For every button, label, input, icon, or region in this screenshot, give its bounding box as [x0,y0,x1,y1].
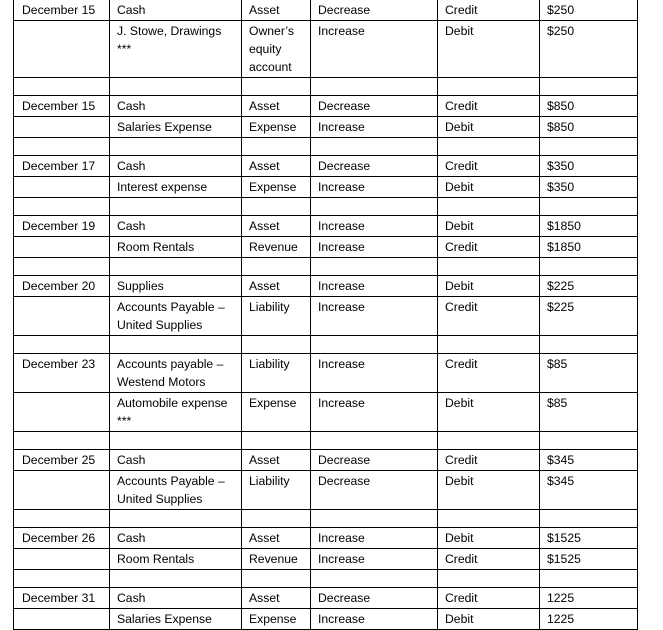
amount-cell: $350 [540,156,638,177]
empty-cell [438,336,540,354]
date-cell [14,297,110,336]
journal-table [13,0,638,630]
date-cell: December 23 [14,354,110,393]
category-cell: Asset [242,588,311,609]
spacer-row [14,138,638,156]
debit-credit-cell: Debit [438,276,540,297]
category-cell: Asset [242,0,311,21]
date-cell [14,471,110,510]
category-cell: Asset [242,528,311,549]
empty-cell [242,432,311,450]
empty-cell [540,258,638,276]
account-cell: Room Rentals [110,549,242,570]
table-row [14,393,638,432]
table-row [14,0,638,21]
effect-cell: Increase [311,297,438,336]
account-cell: Accounts payable – Westend Motors [110,354,242,393]
category-cell: Asset [242,96,311,117]
empty-cell [540,432,638,450]
category-cell: Owner’s equity account [242,21,311,78]
empty-cell [242,138,311,156]
amount-cell: 1225 [540,609,638,630]
table-row [14,471,638,510]
effect-cell: Increase [311,21,438,78]
spacer-row [14,570,638,588]
date-cell [14,117,110,138]
spacer-row [14,78,638,96]
empty-cell [14,78,110,96]
effect-cell: Increase [311,393,438,432]
account-cell: Salaries Expense [110,117,242,138]
empty-cell [438,138,540,156]
empty-cell [242,258,311,276]
date-cell: December 17 [14,156,110,177]
debit-credit-cell: Credit [438,450,540,471]
effect-cell: Increase [311,237,438,258]
empty-cell [438,570,540,588]
table-row [14,549,638,570]
account-cell: J. Stowe, Drawings *** [110,21,242,78]
account-cell: Cash [110,156,242,177]
table-row [14,96,638,117]
account-cell: Salaries Expense [110,609,242,630]
debit-credit-cell: Credit [438,297,540,336]
category-cell: Liability [242,354,311,393]
empty-cell [311,570,438,588]
category-cell: Revenue [242,237,311,258]
empty-cell [110,258,242,276]
table-row [14,21,638,78]
empty-cell [14,198,110,216]
account-cell: Accounts Payable – United Supplies [110,471,242,510]
effect-cell: Decrease [311,471,438,510]
empty-cell [242,570,311,588]
table-row [14,156,638,177]
category-cell: Expense [242,609,311,630]
effect-cell: Increase [311,177,438,198]
account-cell: Cash [110,528,242,549]
spacer-row [14,198,638,216]
empty-cell [311,510,438,528]
date-cell: December 20 [14,276,110,297]
account-cell: Accounts Payable – United Supplies [110,297,242,336]
empty-cell [242,510,311,528]
empty-cell [311,258,438,276]
empty-cell [540,198,638,216]
empty-cell [438,432,540,450]
amount-cell: $1850 [540,216,638,237]
empty-cell [110,198,242,216]
empty-cell [110,432,242,450]
empty-cell [110,336,242,354]
spacer-row [14,258,638,276]
debit-credit-cell: Credit [438,0,540,21]
date-cell: December 15 [14,96,110,117]
account-cell: Automobile expense *** [110,393,242,432]
table-row [14,528,638,549]
effect-cell: Increase [311,609,438,630]
amount-cell: $350 [540,177,638,198]
effect-cell: Decrease [311,588,438,609]
effect-cell: Decrease [311,96,438,117]
empty-cell [242,78,311,96]
date-cell: December 19 [14,216,110,237]
date-cell [14,609,110,630]
amount-cell: $225 [540,276,638,297]
date-cell [14,177,110,198]
category-cell: Asset [242,450,311,471]
empty-cell [311,138,438,156]
amount-cell: 1225 [540,588,638,609]
empty-cell [311,432,438,450]
effect-cell: Increase [311,117,438,138]
debit-credit-cell: Debit [438,609,540,630]
debit-credit-cell: Credit [438,237,540,258]
empty-cell [14,258,110,276]
account-cell: Interest expense [110,177,242,198]
table-row [14,276,638,297]
effect-cell: Decrease [311,0,438,21]
table-row [14,450,638,471]
empty-cell [540,570,638,588]
date-cell [14,21,110,78]
category-cell: Asset [242,276,311,297]
amount-cell: $85 [540,393,638,432]
date-cell [14,237,110,258]
debit-credit-cell: Debit [438,216,540,237]
debit-credit-cell: Debit [438,21,540,78]
empty-cell [14,336,110,354]
debit-credit-cell: Debit [438,528,540,549]
spacer-row [14,510,638,528]
empty-cell [14,138,110,156]
category-cell: Liability [242,297,311,336]
date-cell: December 25 [14,450,110,471]
amount-cell: $1525 [540,549,638,570]
empty-cell [110,138,242,156]
category-cell: Asset [242,216,311,237]
effect-cell: Decrease [311,450,438,471]
account-cell: Cash [110,216,242,237]
amount-cell: $250 [540,0,638,21]
table-row [14,177,638,198]
amount-cell: $1525 [540,528,638,549]
date-cell [14,393,110,432]
debit-credit-cell: Debit [438,471,540,510]
empty-cell [438,198,540,216]
debit-credit-cell: Debit [438,393,540,432]
table-row [14,237,638,258]
effect-cell: Decrease [311,156,438,177]
amount-cell: $850 [540,117,638,138]
effect-cell: Increase [311,276,438,297]
account-cell: Cash [110,96,242,117]
table-row [14,297,638,336]
effect-cell: Increase [311,549,438,570]
account-cell: Cash [110,450,242,471]
empty-cell [438,78,540,96]
empty-cell [540,510,638,528]
amount-cell: $345 [540,450,638,471]
date-cell [14,549,110,570]
empty-cell [110,78,242,96]
empty-cell [242,336,311,354]
category-cell: Expense [242,393,311,432]
effect-cell: Increase [311,354,438,393]
table-row [14,216,638,237]
table-row [14,609,638,630]
empty-cell [438,510,540,528]
empty-cell [311,198,438,216]
account-cell: Cash [110,588,242,609]
empty-cell [14,432,110,450]
amount-cell: $850 [540,96,638,117]
empty-cell [540,78,638,96]
empty-cell [311,78,438,96]
spacer-row [14,336,638,354]
empty-cell [110,570,242,588]
effect-cell: Increase [311,528,438,549]
amount-cell: $225 [540,297,638,336]
empty-cell [242,198,311,216]
empty-cell [110,510,242,528]
date-cell: December 31 [14,588,110,609]
category-cell: Revenue [242,549,311,570]
table-row [14,588,638,609]
amount-cell: $1850 [540,237,638,258]
category-cell: Liability [242,471,311,510]
debit-credit-cell: Credit [438,354,540,393]
empty-cell [311,336,438,354]
account-cell: Supplies [110,276,242,297]
empty-cell [438,258,540,276]
date-cell: December 15 [14,0,110,21]
journal-body [14,0,638,630]
account-cell: Cash [110,0,242,21]
account-cell: Room Rentals [110,237,242,258]
table-row [14,354,638,393]
empty-cell [14,510,110,528]
category-cell: Expense [242,177,311,198]
debit-credit-cell: Credit [438,588,540,609]
amount-cell: $250 [540,21,638,78]
debit-credit-cell: Debit [438,177,540,198]
empty-cell [540,336,638,354]
debit-credit-cell: Credit [438,549,540,570]
debit-credit-cell: Credit [438,96,540,117]
table-row [14,117,638,138]
spacer-row [14,432,638,450]
effect-cell: Increase [311,216,438,237]
debit-credit-cell: Credit [438,156,540,177]
category-cell: Asset [242,156,311,177]
amount-cell: $345 [540,471,638,510]
date-cell: December 26 [14,528,110,549]
amount-cell: $85 [540,354,638,393]
debit-credit-cell: Debit [438,117,540,138]
empty-cell [540,138,638,156]
category-cell: Expense [242,117,311,138]
empty-cell [14,570,110,588]
